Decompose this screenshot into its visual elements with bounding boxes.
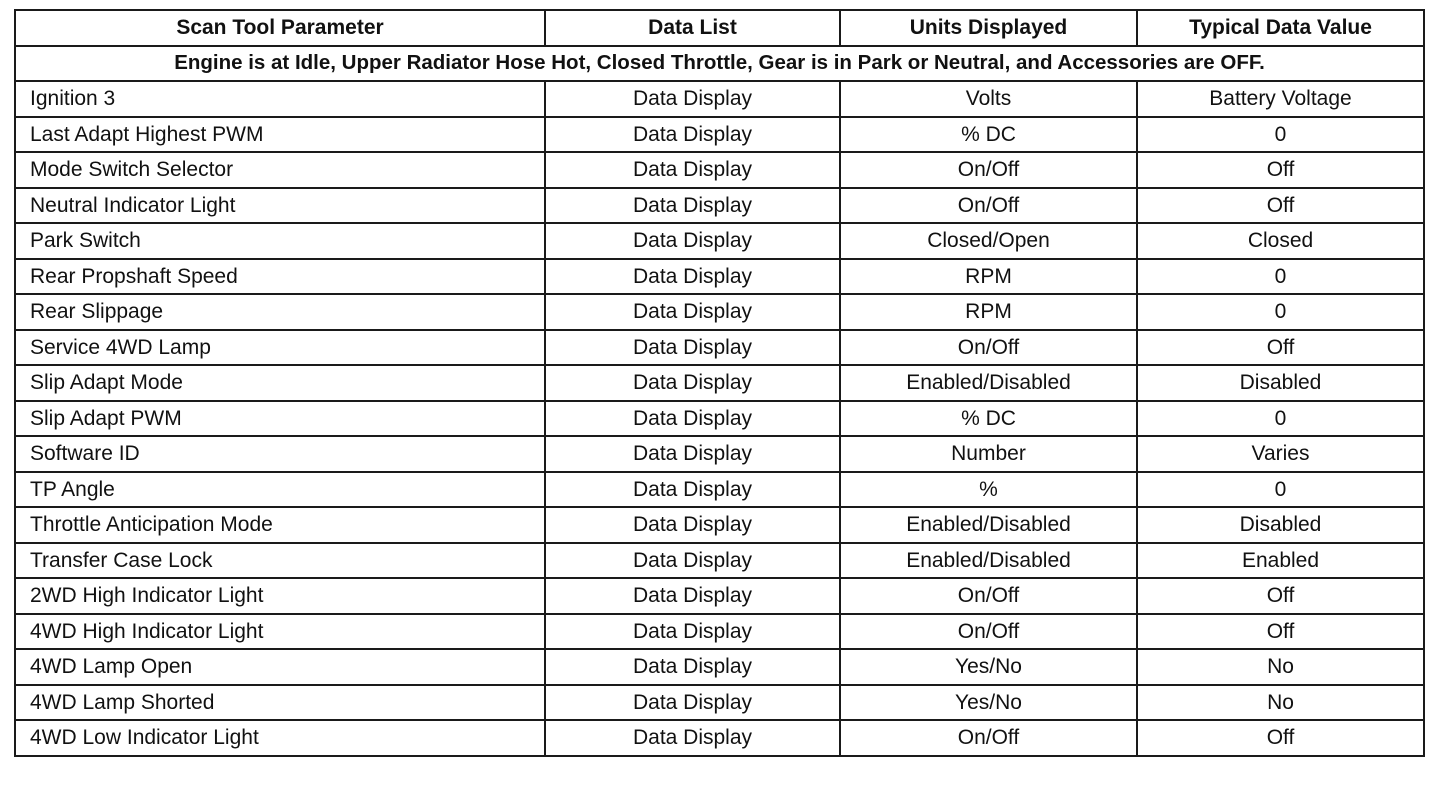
- parameter-cell: Neutral Indicator Light: [15, 188, 545, 224]
- parameter-cell: 4WD Low Indicator Light: [15, 720, 545, 756]
- units-cell: % DC: [840, 401, 1137, 437]
- parameter-cell: 4WD High Indicator Light: [15, 614, 545, 650]
- data-list-cell: Data Display: [545, 81, 840, 117]
- parameter-cell: 2WD High Indicator Light: [15, 578, 545, 614]
- table-row: [15, 223, 1424, 259]
- table-row: [15, 152, 1424, 188]
- units-cell: RPM: [840, 294, 1137, 330]
- table-row: [15, 436, 1424, 472]
- typical-value-cell: 0: [1137, 294, 1424, 330]
- units-cell: Enabled/Disabled: [840, 365, 1137, 401]
- units-cell: On/Off: [840, 614, 1137, 650]
- parameter-cell: Mode Switch Selector: [15, 152, 545, 188]
- units-cell: Yes/No: [840, 649, 1137, 685]
- units-cell: Enabled/Disabled: [840, 507, 1137, 543]
- units-cell: Number: [840, 436, 1137, 472]
- typical-value-cell: Off: [1137, 330, 1424, 366]
- data-list-cell: Data Display: [545, 472, 840, 508]
- data-list-cell: Data Display: [545, 259, 840, 295]
- typical-value-cell: 0: [1137, 401, 1424, 437]
- table-row: [15, 117, 1424, 153]
- typical-value-cell: Disabled: [1137, 507, 1424, 543]
- data-list-cell: Data Display: [545, 294, 840, 330]
- table-row: [15, 81, 1424, 117]
- table-row: [15, 188, 1424, 224]
- table-row: [15, 720, 1424, 756]
- typical-value-cell: Closed: [1137, 223, 1424, 259]
- table-row: [15, 614, 1424, 650]
- units-cell: On/Off: [840, 578, 1137, 614]
- data-list-cell: Data Display: [545, 365, 840, 401]
- table-row: [15, 685, 1424, 721]
- units-cell: % DC: [840, 117, 1137, 153]
- typical-value-cell: Off: [1137, 188, 1424, 224]
- table-row: [15, 365, 1424, 401]
- data-list-cell: Data Display: [545, 401, 840, 437]
- parameter-cell: Ignition 3: [15, 81, 545, 117]
- header-data-list: Data List: [545, 10, 840, 46]
- data-list-cell: Data Display: [545, 614, 840, 650]
- units-cell: %: [840, 472, 1137, 508]
- typical-value-cell: Varies: [1137, 436, 1424, 472]
- parameter-cell: Rear Propshaft Speed: [15, 259, 545, 295]
- condition-row: [15, 46, 1424, 82]
- data-list-cell: Data Display: [545, 117, 840, 153]
- parameter-cell: Park Switch: [15, 223, 545, 259]
- header-scan-tool-parameter: Scan Tool Parameter: [15, 10, 545, 46]
- typical-value-cell: No: [1137, 685, 1424, 721]
- units-cell: On/Off: [840, 330, 1137, 366]
- data-list-cell: Data Display: [545, 720, 840, 756]
- table-row: [15, 543, 1424, 579]
- header-typical-data-value: Typical Data Value: [1137, 10, 1424, 46]
- units-cell: On/Off: [840, 720, 1137, 756]
- data-list-cell: Data Display: [545, 436, 840, 472]
- table-row: [15, 259, 1424, 295]
- data-list-cell: Data Display: [545, 188, 840, 224]
- units-cell: Enabled/Disabled: [840, 543, 1137, 579]
- parameter-cell: Software ID: [15, 436, 545, 472]
- units-cell: Closed/Open: [840, 223, 1137, 259]
- units-cell: RPM: [840, 259, 1137, 295]
- typical-value-cell: Off: [1137, 152, 1424, 188]
- table-row: [15, 472, 1424, 508]
- typical-value-cell: No: [1137, 649, 1424, 685]
- parameter-cell: Service 4WD Lamp: [15, 330, 545, 366]
- data-list-cell: Data Display: [545, 578, 840, 614]
- parameter-cell: TP Angle: [15, 472, 545, 508]
- data-list-cell: Data Display: [545, 543, 840, 579]
- parameter-cell: 4WD Lamp Shorted: [15, 685, 545, 721]
- units-cell: Volts: [840, 81, 1137, 117]
- parameter-cell: Last Adapt Highest PWM: [15, 117, 545, 153]
- typical-value-cell: Disabled: [1137, 365, 1424, 401]
- typical-value-cell: Enabled: [1137, 543, 1424, 579]
- table-row: [15, 330, 1424, 366]
- units-cell: On/Off: [840, 152, 1137, 188]
- units-cell: On/Off: [840, 188, 1137, 224]
- scan-tool-data-table: [14, 9, 1425, 757]
- data-list-cell: Data Display: [545, 507, 840, 543]
- header-row: [15, 10, 1424, 46]
- condition-text: Engine is at Idle, Upper Radiator Hose Hot, Closed Throttle, Gear is in Park or Neutral, and Accessories are OFF.: [15, 46, 1424, 82]
- units-cell: Yes/No: [840, 685, 1137, 721]
- typical-value-cell: 0: [1137, 472, 1424, 508]
- data-list-cell: Data Display: [545, 649, 840, 685]
- data-list-cell: Data Display: [545, 152, 840, 188]
- data-list-cell: Data Display: [545, 330, 840, 366]
- data-list-cell: Data Display: [545, 223, 840, 259]
- parameter-cell: Transfer Case Lock: [15, 543, 545, 579]
- table-row: [15, 507, 1424, 543]
- parameter-cell: Slip Adapt PWM: [15, 401, 545, 437]
- header-units-displayed: Units Displayed: [840, 10, 1137, 46]
- table-row: [15, 401, 1424, 437]
- typical-value-cell: Off: [1137, 720, 1424, 756]
- typical-value-cell: Off: [1137, 578, 1424, 614]
- data-list-cell: Data Display: [545, 685, 840, 721]
- typical-value-cell: Battery Voltage: [1137, 81, 1424, 117]
- typical-value-cell: Off: [1137, 614, 1424, 650]
- parameter-cell: 4WD Lamp Open: [15, 649, 545, 685]
- typical-value-cell: 0: [1137, 117, 1424, 153]
- parameter-cell: Throttle Anticipation Mode: [15, 507, 545, 543]
- parameter-cell: Rear Slippage: [15, 294, 545, 330]
- typical-value-cell: 0: [1137, 259, 1424, 295]
- table-row: [15, 578, 1424, 614]
- table-row: [15, 294, 1424, 330]
- table-row: [15, 649, 1424, 685]
- parameter-cell: Slip Adapt Mode: [15, 365, 545, 401]
